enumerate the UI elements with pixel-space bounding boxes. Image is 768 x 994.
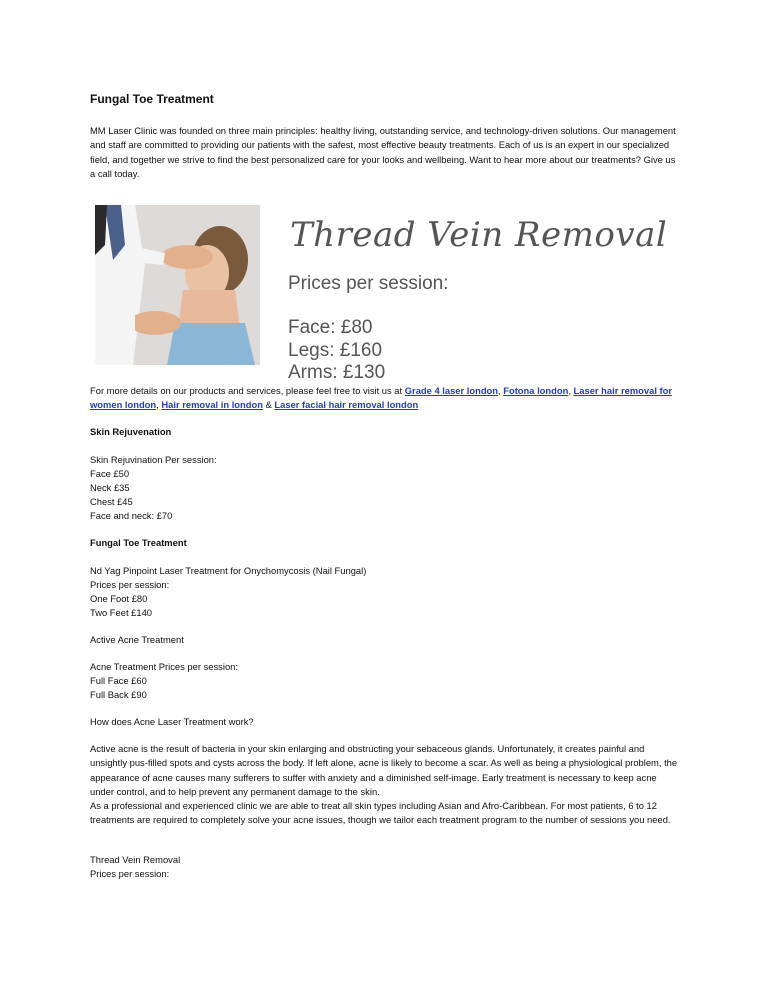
skin-line: Face and neck: £70	[90, 510, 173, 521]
fungal-line: Prices per session:	[90, 579, 170, 590]
acne-question: How does Acne Laser Treatment work?	[90, 716, 254, 727]
intro-paragraph: MM Laser Clinic was founded on three main principles: healthy living, outstanding service, and technology-driven solutions. Our management and staff are committed to providing our patients with the safest, most effective beauty treatments. Each of us is an expert in our specialized field, and together we strive to find the best personalized care for your looks and wellbeing. Want to hear more about our treatments? Give us a call today.	[90, 125, 676, 179]
thread-line: Prices per session:	[90, 868, 170, 879]
acne-line: Full Face £60	[90, 675, 147, 686]
details-paragraph	[90, 384, 682, 413]
fungal-line: One Foot £80	[90, 593, 148, 604]
separator: &	[262, 399, 275, 411]
link-hair-removal-london[interactable]: Hair removal in london	[161, 399, 263, 411]
skin-line: Chest £45	[90, 496, 133, 507]
acne-line: Full Back £90	[90, 689, 147, 700]
acne-line: Acne Treatment Prices per session:	[90, 661, 238, 672]
acne-paragraph-2: As a professional and experienced clinic we are able to treat all skin types including Asian and Afro-Caribbean. For most patients, 6 to 12 treatments are required to completely solve your acne issues, though we tailor each treatment program to the number of sessions you need.	[90, 800, 671, 826]
clinic-photo	[95, 205, 260, 365]
separator: ,	[498, 385, 504, 396]
thread-line: Thread Vein Removal	[90, 854, 181, 865]
fungal-heading: Fungal Toe Treatment	[90, 537, 187, 548]
page-title: Fungal Toe Treatment	[90, 92, 214, 106]
link-laser-facial-hair-removal[interactable]: Laser facial hair removal london	[274, 399, 419, 411]
ad-subtitle: Prices per session:	[288, 273, 449, 294]
link-laser-hair-removal-women[interactable]: Laser hair removal for women london	[90, 385, 673, 411]
link-grade-4-laser-london[interactable]: Grade 4 laser london	[404, 385, 499, 396]
ad-price-legs: Legs: £160	[288, 340, 383, 361]
acne-paragraph-1: Active acne is the result of bacteria in your skin enlarging and obstructing your sebaceous glands. Unfortunately, it creates painful and unsightly pus-filled spots and cysts across the body. If left alone, acne is likely to become a scar. As well as being a physiological problem, the appearance of acne causes many sufferers to suffer with anxiety and a diminished self-image. Early treatment is necessary to keep acne under control, and to help prevent any permanent damage to the skin.	[90, 743, 678, 797]
separator: ,	[156, 399, 162, 411]
skin-line: Face £50	[90, 468, 130, 479]
separator: ,	[568, 385, 574, 396]
practitioner-patient-illustration	[95, 205, 260, 365]
fungal-line: Two Feet £140	[90, 607, 153, 618]
link-fotona-london[interactable]: Fotona london	[503, 385, 569, 396]
thread-vein-ad-image	[95, 205, 680, 381]
ad-price-arms: Arms: £130	[288, 362, 386, 383]
ad-title: Thread Vein Removal	[290, 215, 668, 255]
skin-line: Neck £35	[90, 482, 130, 493]
skin-line: Skin Rejuvination Per session:	[90, 454, 217, 465]
skin-heading: Skin Rejuvenation	[90, 426, 172, 437]
acne-heading: Active Acne Treatment	[90, 634, 184, 645]
details-prefix: For more details on our products and services, please feel free to visit us at	[90, 385, 405, 396]
fungal-line: Nd Yag Pinpoint Laser Treatment for Onychomycosis (Nail Fungal)	[90, 565, 367, 576]
ad-price-face: Face: £80	[288, 317, 373, 338]
